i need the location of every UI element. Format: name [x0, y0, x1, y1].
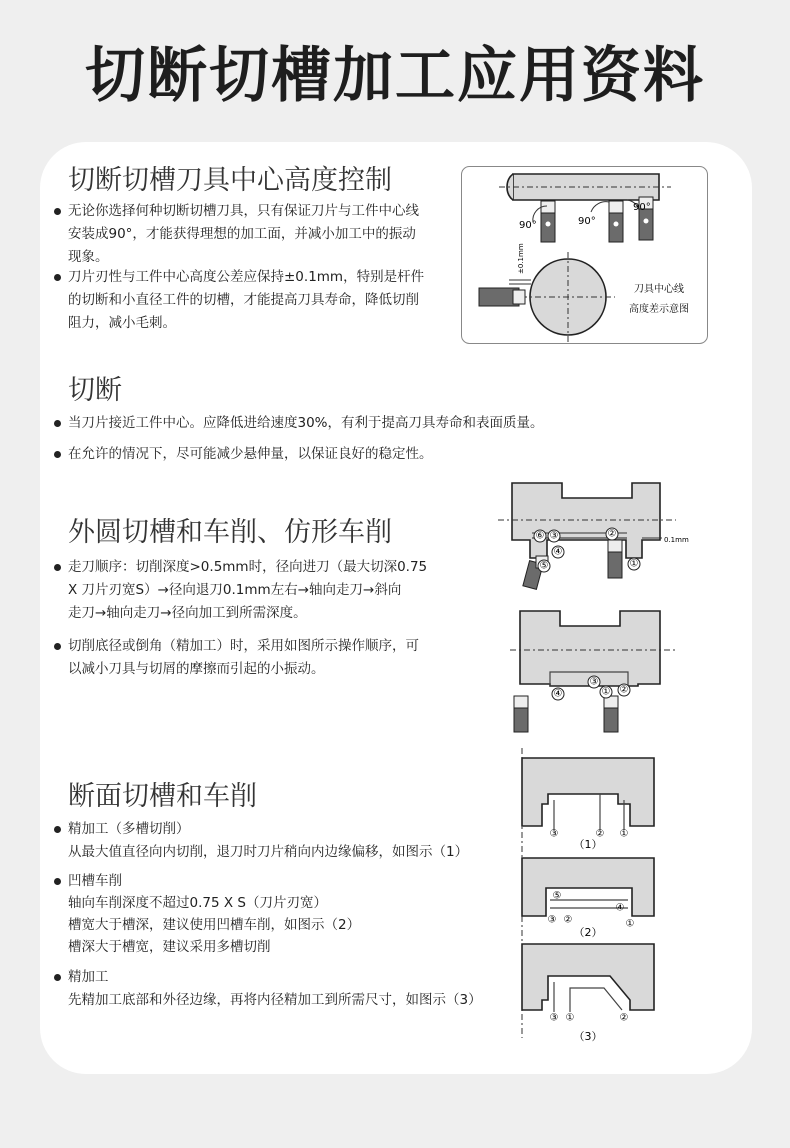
- caption-line1: 刀具中心线: [634, 284, 684, 295]
- step-number: ③: [549, 1012, 559, 1024]
- line: 刀片刃性与工件中心高度公差应保持±0.1mm，特别是杆件: [68, 269, 425, 285]
- section-heading-center-height: 切断切槽刀具中心高度控制: [68, 165, 392, 196]
- step-number: ②: [563, 914, 573, 926]
- bullet-overhang: 在允许的情况下，尽可能减少悬伸量，以保证良好的稳定性。: [54, 443, 748, 466]
- bullet-center-alignment: [54, 200, 468, 269]
- face-grooving-diagrams: [512, 748, 662, 1048]
- item-text: 轴向车削深度不超过0.75 X S（刀片刃宽）: [68, 895, 327, 911]
- item-text: 从最大值直径向内切削，退刀时刀片稍向内边缘偏移，如图示（1）: [68, 844, 469, 860]
- tolerance-label: ±0.1mm: [517, 243, 525, 274]
- face-diagram-2: [522, 858, 654, 916]
- step-number: ⑤: [539, 560, 549, 572]
- step-number: ①: [565, 1012, 575, 1024]
- diagram-caption: （3）: [573, 1030, 603, 1043]
- section-heading-face-grooving: 断面切槽和车削: [68, 781, 257, 812]
- step-number: ②: [607, 528, 617, 540]
- face-diagram-1: [522, 758, 654, 826]
- bullet-tool-sequence: [54, 556, 498, 625]
- item-text: 槽宽大于槽深，建议使用凹槽车削，如图示（2）: [68, 917, 361, 933]
- line: 走刀→轴向走刀→径向加工到所需深度。: [68, 605, 307, 621]
- center-height-diagram: [461, 166, 708, 344]
- line: 阻力，减小毛刺。: [68, 315, 176, 331]
- caption-line2: 高度差示意图: [629, 304, 689, 315]
- line: 无论你选择何种切断切槽刀具，只有保证刀片与工件中心线: [68, 203, 419, 219]
- line: 安装成90°，才能获得理想的加工面，并减小加工中的振动: [68, 226, 416, 242]
- section-heading-od-grooving: 外圆切槽和车削、仿形车削: [68, 517, 392, 548]
- step-number: ⑤: [552, 890, 562, 902]
- step-number: ②: [619, 1012, 629, 1024]
- section-heading-parting: 切断: [68, 375, 122, 406]
- step-number: ⑥: [535, 530, 545, 542]
- step-number: ③: [549, 530, 559, 542]
- line: 的切断和小直径工件的切槽，才能提高刀具寿命，降低切削: [68, 292, 419, 308]
- line: 切削底径或倒角（精加工）时，采用如图所示操作顺序，可: [68, 638, 419, 654]
- tool-right-b: [604, 696, 618, 732]
- tool-right-a: [608, 540, 622, 578]
- od-grooving-diagram-bottom: [510, 606, 690, 736]
- step-number: ①: [619, 828, 629, 840]
- line: 走刀顺序：切削深度>0.5mm时，径向进刀（最大切深0.75: [68, 559, 428, 575]
- tool-left-b: [514, 696, 528, 732]
- step-number: ④: [553, 546, 563, 558]
- line: 以减小刀具与切屑的摩擦而引起的小振动。: [68, 661, 325, 677]
- diagram-caption: （2）: [573, 926, 603, 939]
- offset-label: 0.1mm: [664, 536, 689, 544]
- bullet-finishing-sequence: [54, 635, 498, 681]
- diagram-caption: （1）: [573, 838, 603, 851]
- step-number: ①: [625, 918, 635, 930]
- bullet-tolerance: [54, 266, 468, 335]
- item-title-finishing-multi: 精加工（多槽切削）: [54, 818, 190, 841]
- step-number: ①: [629, 558, 639, 570]
- step-number: ③: [589, 676, 599, 688]
- step-number: ②: [595, 828, 605, 840]
- step-number: ①: [601, 686, 611, 698]
- page-title: 切断切槽加工应用资料: [85, 41, 705, 111]
- angle-label-left: 90°: [519, 220, 537, 231]
- line: 现象。: [68, 249, 109, 265]
- item-title-finishing: 精加工: [54, 966, 109, 989]
- line: X 刀片刃宽S）→径向退刀0.1mm左右→轴向走刀→斜向: [68, 582, 402, 598]
- item-text: 槽深大于槽宽，建议采用多槽切削: [68, 939, 271, 955]
- angle-label-right: 90°: [633, 202, 651, 213]
- od-grooving-diagram-top: [492, 478, 692, 588]
- bullet-feed-reduction: 当刀片接近工件中心。应降低进给速度30%，有利于提高刀具寿命和表面质量。: [54, 412, 748, 435]
- step-number: ④: [553, 688, 563, 700]
- item-text: 先精加工底部和外径边缘，再将内径精加工到所需尺寸，如图示（3）: [68, 992, 482, 1008]
- step-number: ③: [549, 828, 559, 840]
- face-diagram-3: [522, 944, 654, 1010]
- step-number: ②: [619, 684, 629, 696]
- step-number: ③: [547, 914, 557, 926]
- angle-label-middle: 90°: [578, 216, 596, 227]
- item-title-groove-turning: 凹槽车削: [54, 870, 122, 893]
- step-number: ④: [615, 902, 625, 914]
